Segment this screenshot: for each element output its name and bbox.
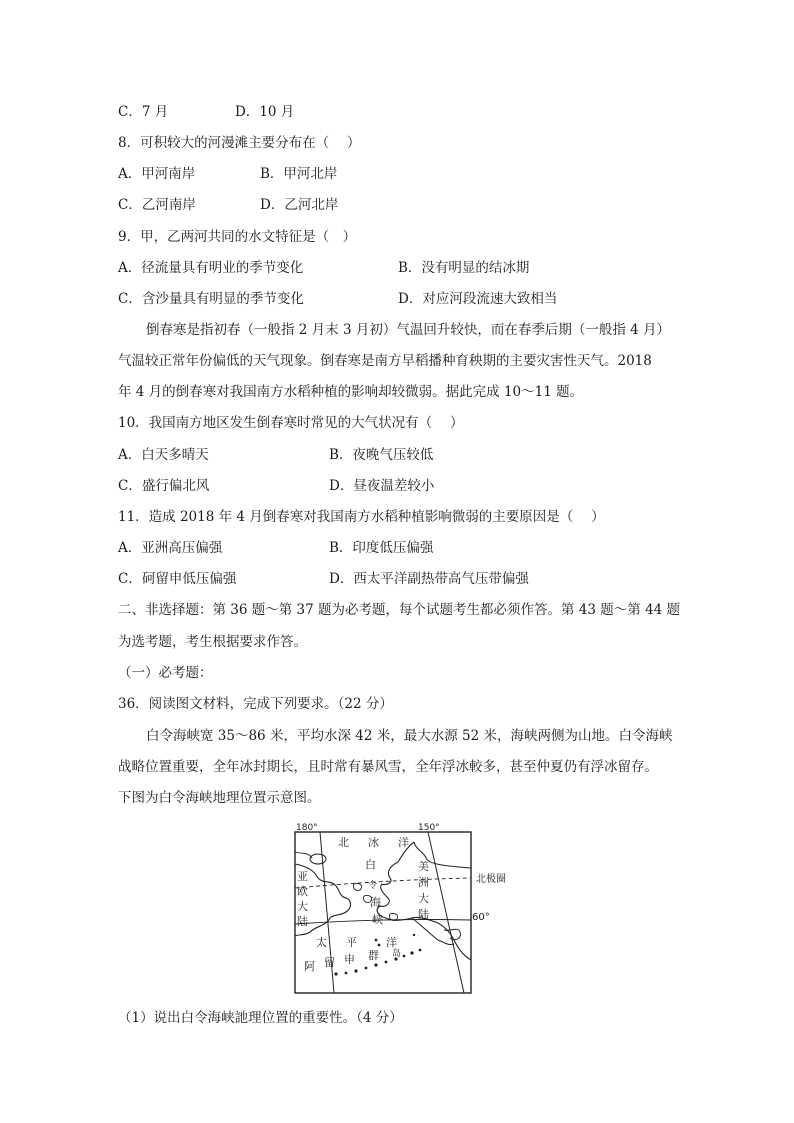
q7-option-c: C．7 月 bbox=[118, 104, 169, 120]
q36-para-line1: 白令海峡宽 35～86 米，平均水深 42 米，最大水源 52 米，海峡两侧为山地。白令海峡 bbox=[146, 728, 673, 744]
aleutian-char-1: 阿 bbox=[304, 960, 315, 973]
lat-60-label: 60° bbox=[472, 912, 490, 923]
arctic-ocean-char-1: 北 bbox=[338, 836, 349, 849]
q8-option-c: C．乙河南岸 bbox=[118, 197, 196, 213]
q11-option-b: B．印度低压偏强 bbox=[329, 540, 434, 556]
arctic-circle-label: 北极圈 bbox=[476, 874, 506, 885]
bering-strait-map bbox=[294, 822, 506, 994]
q36-sub1: （1）说出白令海峡訑理位置的重要性。（4 分） bbox=[118, 1010, 403, 1026]
q11-option-d: D．西太平洋副热带高气压带偏强 bbox=[329, 571, 529, 587]
q8-option-b: B．甲河北岸 bbox=[260, 166, 338, 182]
q11-stem: 11．造成 2018 年 4 月倒春寒对我国南方水稻种植影响微弱的主要原因是（ ） bbox=[118, 509, 605, 525]
q10-option-c: C．盛行偏北风 bbox=[118, 478, 210, 494]
q9-option-a: A．径流量具有明业的季节变化 bbox=[118, 260, 304, 276]
pacific-char-3: 洋 bbox=[386, 936, 397, 949]
aleutian-char-2: 留 bbox=[324, 956, 335, 969]
section2-line1: 二、非选择题：第 36 题～第 37 题为必考题，每个试题考生都必须作答。第 43 题～第 44 题 bbox=[118, 602, 681, 618]
q9-option-b: B．没有明显的结冰期 bbox=[398, 260, 530, 276]
q11-option-c: C．砢留申低压偏强 bbox=[118, 571, 237, 587]
america-char-2: 洲 bbox=[418, 876, 429, 889]
america-char-4: 陆 bbox=[418, 908, 429, 921]
bering-char-4: 峡 bbox=[372, 913, 383, 926]
q36-para-line2: 战略位置重要，全年冰封期长，且时常有暴风雪，全年浮冰較多，甚至仲夏仍有浮冰留存。 bbox=[118, 759, 658, 775]
asia-char-4: 陆 bbox=[297, 915, 308, 928]
asia-char-3: 大 bbox=[297, 900, 308, 913]
q11-option-a: A．亚洲高压偏强 bbox=[118, 540, 223, 556]
q9-option-d: D．对应河段流速大致相当 bbox=[398, 291, 558, 307]
arctic-ocean-char-2: 冰 bbox=[368, 836, 379, 849]
section2-line2: 为选考题，考生根据要求作答。 bbox=[118, 634, 307, 650]
section2-required: （一）必考题： bbox=[118, 665, 213, 681]
passage-cold-line2: 气温较正常年份偏低的天气现象。倒春寒是南方早稻播种育秧期的主要灾害性天气。2018 bbox=[118, 353, 652, 369]
bering-char-2: 令 bbox=[368, 881, 378, 891]
asia-char-1: 亚 bbox=[297, 870, 308, 883]
lon-label-180: 180° bbox=[296, 823, 318, 833]
passage-cold-line3: 年 4 月的倒春寒对我国南方水稻种植的影响却较微弱。据此完成 10～11 题。 bbox=[118, 384, 584, 400]
q10-option-a: A．白天多晴天 bbox=[118, 447, 209, 463]
q8-option-a: A．甲河南岸 bbox=[118, 166, 196, 182]
q9-option-c: C．含沙量具有明显的季节变化 bbox=[118, 291, 304, 307]
q7-option-d: D．10 月 bbox=[235, 104, 295, 120]
bering-char-1: 白 bbox=[365, 858, 376, 871]
q10-option-b: B．夜晚气压较低 bbox=[329, 447, 434, 463]
q8-option-d: D．乙河北岸 bbox=[260, 197, 339, 213]
aleutian-char-4: 群 bbox=[368, 949, 379, 962]
q9-stem: 9．甲，乙两河共同的水文特征是（ ） bbox=[118, 229, 357, 245]
asia-char-2: 欧 bbox=[297, 885, 308, 898]
q36-stem: 36．阅读图文材料，完成下列要求。（22 分） bbox=[118, 696, 393, 712]
america-char-1: 美 bbox=[418, 860, 429, 873]
q36-para-line3: 下图为白令海峡地理位置示意图。 bbox=[118, 790, 321, 806]
pacific-char-1: 太 bbox=[316, 936, 327, 949]
pacific-char-2: 平 bbox=[346, 936, 357, 949]
q8-stem: 8．可积较大的河漫滩主要分布在（ ） bbox=[118, 135, 361, 151]
q10-stem: 10．我国南方地区发生倒春寒时常见的大气状况有（ ） bbox=[118, 415, 464, 431]
aleutian-char-5: 岛 bbox=[392, 949, 402, 959]
map-frame bbox=[295, 832, 471, 993]
passage-cold-line1: 倒春寒是指初春（一般指 2 月末 3 月初）气温回升较快，而在春季后期（一般指 4 月） bbox=[146, 322, 671, 338]
america-char-3: 大 bbox=[418, 892, 429, 905]
arctic-ocean-char-3: 洋 bbox=[398, 836, 409, 849]
lon-label-150: 150° bbox=[418, 823, 440, 833]
q10-option-d: D．昼夜温差较小 bbox=[329, 478, 435, 494]
bering-char-3: 海 bbox=[370, 896, 381, 909]
aleutian-char-3: 申 bbox=[344, 953, 355, 966]
